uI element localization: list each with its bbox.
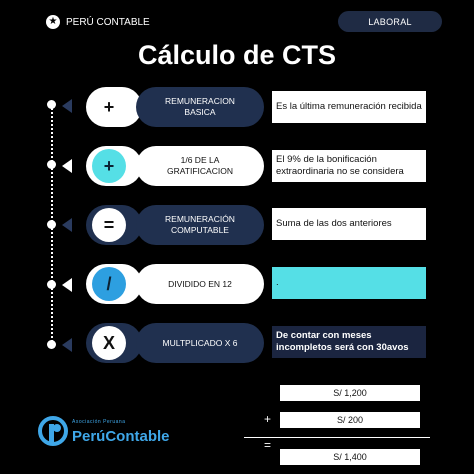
calc-total-box: S/ 1,400 bbox=[280, 449, 420, 465]
logo-text: PerúContable bbox=[72, 428, 170, 445]
plus-sign: + bbox=[264, 412, 272, 426]
step-label-remuneracion-computable: REMUNERACIÓN COMPUTABLE bbox=[136, 205, 264, 245]
logo-subtitle: Asociación Peruana bbox=[72, 419, 126, 425]
step-description: De contar con meses incompletos será con 30avos bbox=[272, 326, 426, 358]
category-tag-button[interactable]: LABORAL bbox=[338, 11, 442, 32]
equals-sign: = bbox=[264, 438, 272, 452]
step-description: Suma de las dos anteriores bbox=[272, 208, 426, 240]
pointer-arrow-icon bbox=[62, 159, 72, 173]
timeline-dot bbox=[47, 340, 56, 349]
calc-value-box: S/ 200 bbox=[280, 412, 420, 428]
plus-icon: + bbox=[92, 149, 126, 183]
step-label-multiplicado: MULTPLICADO X 6 bbox=[136, 323, 264, 363]
timeline-dot bbox=[47, 220, 56, 229]
pointer-arrow-icon bbox=[62, 99, 72, 113]
pointer-arrow-icon bbox=[62, 338, 72, 352]
equals-icon: = bbox=[92, 208, 126, 242]
brand-header bbox=[46, 13, 150, 31]
step-label-gratificacion: 1/6 DE LA GRATIFICACION bbox=[136, 146, 264, 186]
plus-icon: + bbox=[92, 90, 126, 124]
step-description: . bbox=[272, 267, 426, 299]
step-description: El 9% de la bonificación extraordinaria no se considera bbox=[272, 150, 426, 182]
page-title: Cálculo de CTS bbox=[137, 40, 337, 70]
step-label-dividido: DIVIDIDO EN 12 bbox=[136, 264, 264, 304]
peru-contable-logo-icon bbox=[38, 414, 68, 448]
timeline-dot bbox=[47, 160, 56, 169]
calc-value-box: S/ 1,200 bbox=[280, 385, 420, 401]
divide-icon: / bbox=[92, 267, 126, 301]
sum-divider bbox=[244, 437, 430, 438]
step-label-remuneracion-basica: REMUNERACION BASICA bbox=[136, 87, 264, 127]
timeline-dot bbox=[47, 280, 56, 289]
star-icon: ★ bbox=[46, 15, 60, 29]
step-description: Es la última remuneración recibida bbox=[272, 91, 426, 123]
pointer-arrow-icon bbox=[62, 278, 72, 292]
brand-name: PERÚ CONTABLE bbox=[66, 16, 150, 28]
pointer-arrow-icon bbox=[62, 218, 72, 232]
multiply-icon: X bbox=[92, 326, 126, 360]
timeline-dot bbox=[47, 100, 56, 109]
